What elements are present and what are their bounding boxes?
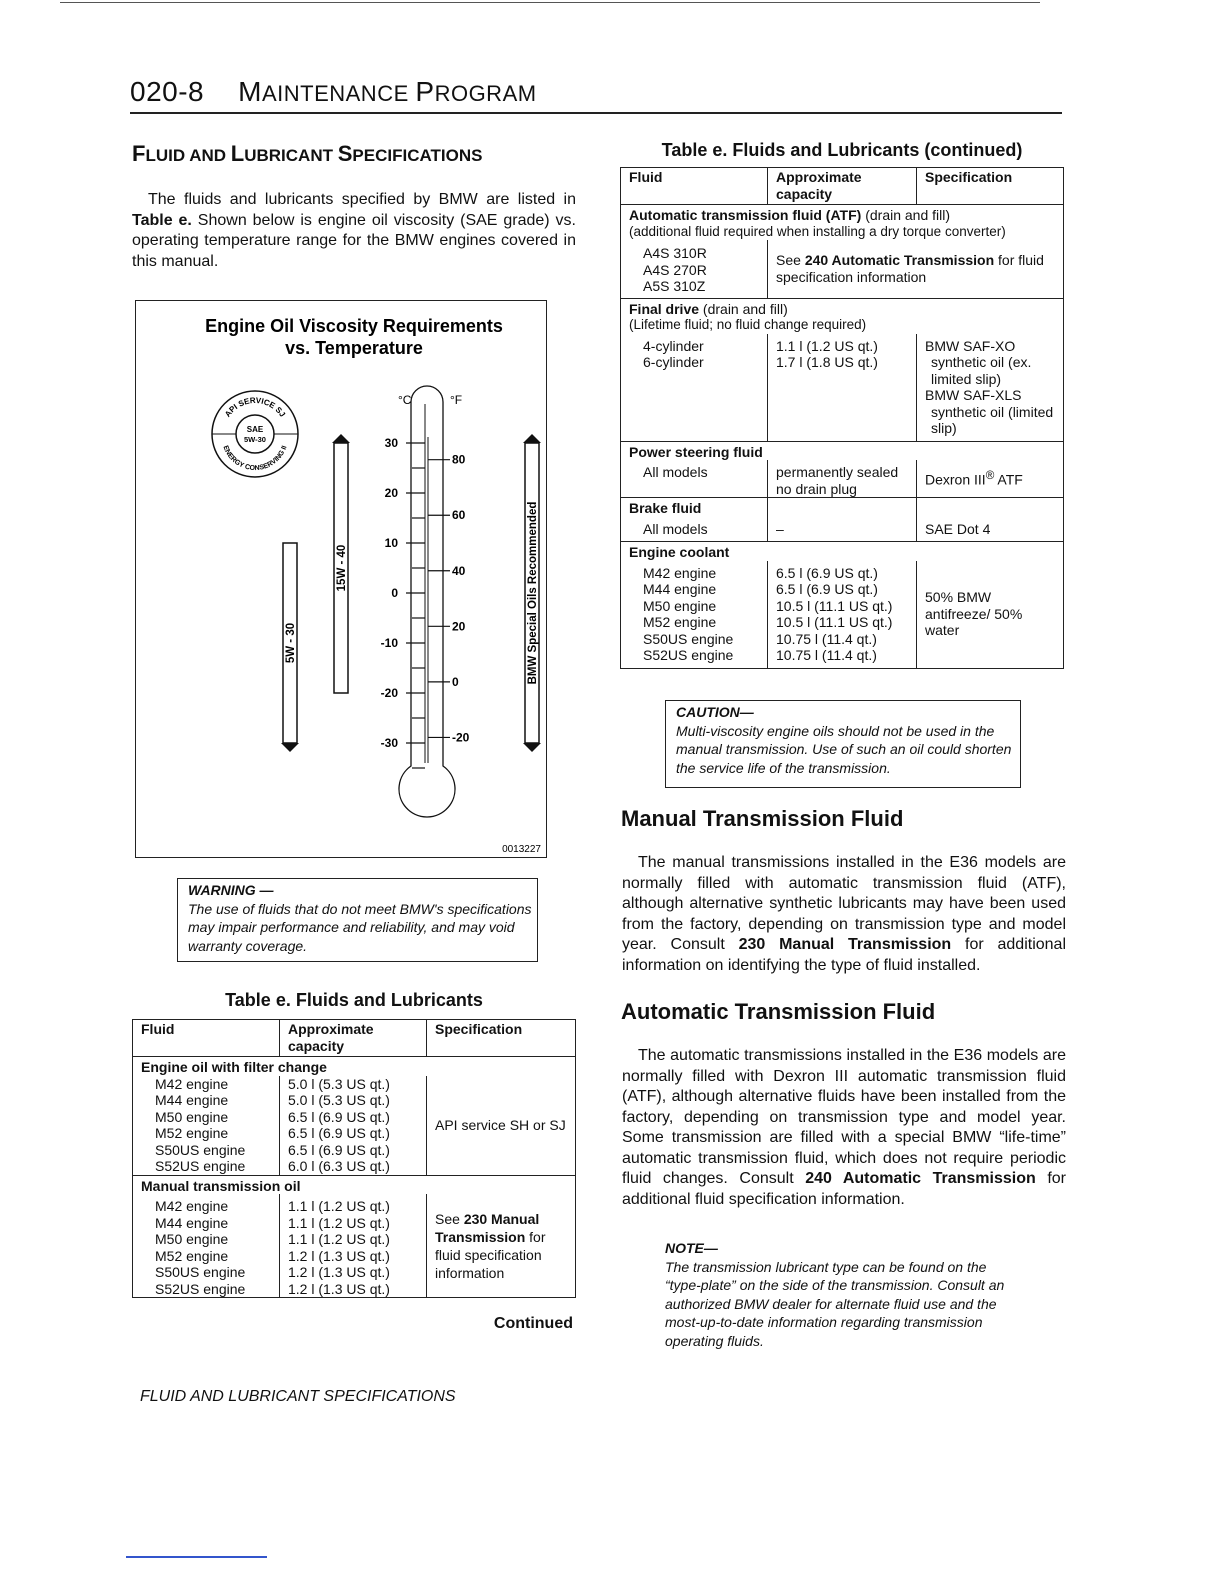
arrow-up-icon: [523, 434, 541, 443]
fahrenheit-tick-label: 60: [452, 508, 466, 523]
table-cell: M42 engine M44 engine M50 engine M52 engine S50US engine S52US engine: [155, 1198, 246, 1297]
continued-label: Continued: [493, 1315, 573, 1332]
svg-text:API SERVICE SJ: API SERVICE SJ: [223, 395, 288, 419]
arrow-down-icon: [523, 743, 541, 752]
bar-label: 5W - 30: [285, 622, 297, 664]
thermometer: [381, 386, 470, 817]
fahrenheit-unit: °F: [450, 393, 463, 407]
fluids-table-continued: Fluid Approximate capacity Specification Automatic transmission fluid (ATF) (drain and fill) (additional fluid required when installing a dry torque converter) A4S 310R A4S 270R A5S 310Z See 240 Automatic Transmission for fluid specification information Final drive (drain and fill) (Lifetime fluid; no fluid change required) 4-cylinder 6-cylinder 1.1 l (1.2 US qt.) 1.7 l (1.8 US qt.) BMW SAF-XO synthetic oil (ex. limited slip) BMW SAF-XLS synthetic oil (limited slip) Power steering fluid All models permanently sealed no drain plug Dexron III® ATF Brake fluid All models – SAE Dot 4 Engine coolant M42 engine M44 engine M50 engine M52 engine S50US engine S52US engine 6.5 l (6.9 US qt.) 6.5 l (6.9 US qt.) 10.5 l (11.1 US qt.) 10.5 l (11.1 US qt.) 10.75 l (11.4 qt.) 10.75 l (11.4 qt.) 50% BMW antifreeze/ 50% water: [620, 167, 1064, 669]
diagram-title-2: vs. Temperature: [285, 338, 423, 358]
thermometer-outline: [399, 386, 455, 817]
group-brake: Brake fluid: [629, 500, 702, 516]
fahrenheit-tick-label: -20: [452, 730, 470, 745]
viscosity-bar: [332, 434, 350, 693]
fahrenheit-tick-label: 0: [452, 674, 459, 689]
celsius-tick-label: 30: [384, 436, 398, 450]
intro-paragraph: The fluids and lubricants specified by BMW are listed in Table e. Shown below is engine oil viscosity (SAE grade) vs. operating temperature range for the BMW engines covered in this manual.: [132, 191, 576, 270]
auto-trans-paragraph: The automatic transmissions installed in the E36 models are normally filled with Dexron III automatic transmission fluid (ATF), although alternative fluids have been installed from the factory, depending on transmission type and model year. Some transmission are filled with a special BMW “life-time” automatic transmission fluid, which does not require periodic fluid changes. Consult 240 Automatic Transmission for additional fluid specification information.: [622, 1047, 1066, 1208]
fahrenheit-tick-label: 20: [452, 619, 466, 634]
table-cell: 1.1 l (1.2 US qt.) 1.1 l (1.2 US qt.) 1.1 l (1.2 US qt.) 1.2 l (1.3 US qt.) 1.2 l (1.3 US qt.) 1.2 l (1.3 US qt.): [280, 1194, 427, 1297]
figure-id: 0013227: [502, 844, 541, 855]
celsius-tick-label: -30: [380, 736, 398, 750]
section-heading: FLUID AND LUBRICANT SPECIFICATIONS: [132, 141, 483, 166]
celsius-tick-label: 20: [384, 486, 398, 500]
caution-text: Multi-viscosity engine oils should not be used in the manual transmission. Use of such an oil could shorten the service life of the transmission.: [676, 722, 1012, 776]
table-cell: M42 engine M44 engine M50 engine M52 engine S50US engine S52US engine: [133, 1076, 280, 1176]
table-cell: 5.0 l (5.3 US qt.) 5.0 l (5.3 US qt.) 6.5 l (6.9 US qt.) 6.5 l (6.9 US qt.) 6.5 l (6.9 US qt.) 6.0 l (6.3 US qt.): [280, 1076, 427, 1176]
auto-trans-heading: Automatic Transmission Fluid: [621, 999, 936, 1024]
svg-text:SAE: SAE: [246, 425, 264, 434]
viscosity-bar: [281, 543, 299, 752]
group-atf: Automatic transmission fluid (ATF) (drain and fill) (additional fluid required when installing a dry torque converter): [629, 207, 1006, 239]
group-manual-trans: Manual transmission oil: [141, 1177, 301, 1194]
note-title: NOTE—: [665, 1240, 718, 1256]
table-cell: API service SH or SJ: [427, 1076, 576, 1176]
note-block: [665, 1239, 1023, 1350]
viscosity-chart: [136, 301, 546, 857]
warning-box: [177, 878, 538, 962]
diagram-title-1: Engine Oil Viscosity Requirements: [205, 316, 503, 336]
manual-trans-heading: Manual Transmission Fluid: [621, 806, 904, 831]
celsius-tick-label: -10: [380, 636, 398, 650]
table-header-row: Fluid Approximate capacity Specification: [133, 1020, 575, 1057]
svg-text:5W-30: 5W-30: [244, 435, 266, 444]
fahrenheit-tick-label: 80: [452, 452, 466, 467]
page-number: 020-8: [130, 76, 205, 107]
top-edge-line: [60, 2, 1040, 3]
celsius-unit: °C: [398, 393, 412, 407]
caution-box: [665, 700, 1021, 788]
warning-text: The use of fluids that do not meet BMW's specifications may impair performance and reliability, and may void warranty coverage.: [188, 900, 532, 954]
warning-title: WARNING —: [188, 882, 274, 898]
bar-label: BMW Special Oils Recommended: [527, 501, 539, 685]
manual-trans-paragraph: The manual transmissions installed in the E36 models are normally filled with automatic transmission fluid (ATF), although alternative synthetic lubricants may have been used from the factory, depending on transmission type and model year. Consult 230 Manual Transmission for additional information on identifying the type of fluid installed.: [622, 854, 1066, 974]
fluids-table: [132, 1019, 576, 1298]
caution-title: CAUTION—: [676, 704, 754, 720]
page-footer: FLUID AND LUBRICANT SPECIFICATIONS: [140, 1388, 456, 1405]
bottom-line: [126, 1556, 267, 1558]
group-coolant: Engine coolant: [629, 544, 730, 560]
fahrenheit-tick-label: 40: [452, 563, 466, 578]
celsius-tick-label: -20: [380, 686, 398, 700]
api-seal-icon: [212, 391, 298, 477]
arrow-down-icon: [281, 743, 299, 752]
note-text: The transmission lubricant type can be found on the “type-plate” on the side of the transmission. Consult an authorized BMW dealer for alternate fluid use and the most-up-to-date information regarding transmission operating fluids.: [665, 1258, 1005, 1349]
table-continued-title: Table e. Fluids and Lubricants (continued): [661, 140, 1023, 160]
group-final-drive: Final drive (drain and fill) (Lifetime fluid; no fluid change required): [629, 300, 867, 332]
table-title: Table e. Fluids and Lubricants: [225, 990, 483, 1010]
viscosity-diagram: [135, 300, 547, 858]
page-header: 020-8 MAINTENANCE PROGRAM: [130, 76, 537, 107]
celsius-tick-label: 0: [391, 586, 398, 600]
svg-text:ENERGY CONSERVING II: ENERGY CONSERVING II: [221, 444, 289, 473]
bar-label: 15W - 40: [336, 544, 348, 592]
celsius-tick-label: 10: [384, 536, 398, 550]
header-rule: [130, 112, 1062, 114]
table-cell: See 230 Manual Transmission for fluid specification information: [427, 1194, 576, 1297]
group-engine-oil: Engine oil with filter change: [141, 1059, 327, 1075]
viscosity-bar: [523, 434, 541, 752]
arrow-up-icon: [332, 434, 350, 443]
group-power-steering: Power steering fluid: [629, 443, 763, 460]
